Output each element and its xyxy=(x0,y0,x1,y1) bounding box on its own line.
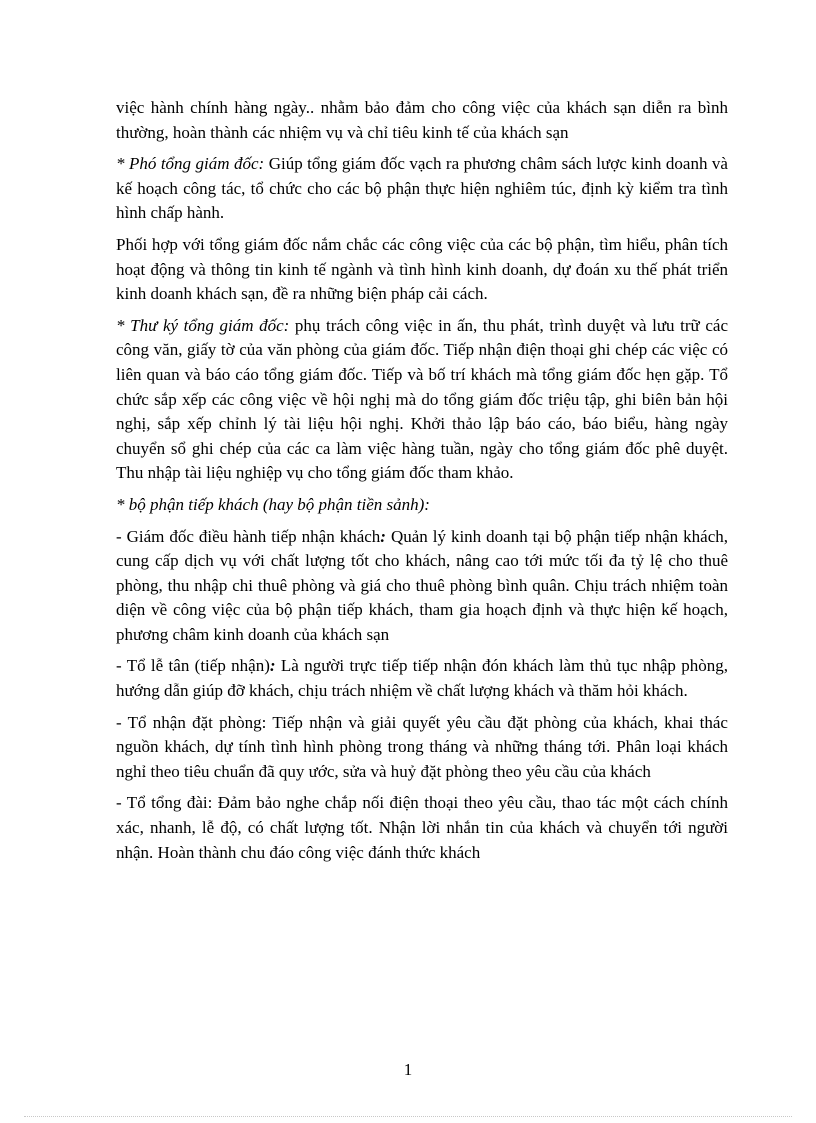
paragraph-text: phụ trách công việc in ấn, thu phát, trình duyệt và lưu trữ các công văn, giấy tờ của văn phòng của giám đốc. Tiếp nhận điện thoại ghi chép các việc có liên quan và báo cáo tổng giám đốc. Tiếp và bố trí khách mà tổng giám đốc hẹn gặp. Tổ chức sắp xếp các công việc về hội nghị mà do tổng giám đốc triệu tập, ghi biên bản hội nghị, sắp xếp chỉnh lý tài liệu hội nghị. Khởi thảo lập báo cáo, báo biểu, hàng ngày chuyển sổ ghi chép của các ca làm việc hàng tuần, ngày cho tổng giám đốc phê duyệt. Thu nhập tài liệu nghiệp vụ cho tổng giám đốc tham khảo. xyxy=(116,315,729,483)
paragraph-lead: * Phó tổng giám đốc: xyxy=(116,154,265,174)
paragraph-lead: * Thư ký tổng giám đốc: xyxy=(116,315,290,335)
paragraph-secretary xyxy=(116,314,728,486)
page-body xyxy=(116,96,728,872)
item-lead: - Tổ nhận đặt phòng xyxy=(116,712,262,732)
item-lead: - Tổ tổng đài xyxy=(116,793,208,813)
section-heading-reception xyxy=(116,493,728,518)
item-text: Quản lý kinh doanh tại bộ phận tiếp nhận khách, cung cấp dịch vụ với chất lượng tốt cho khách, nâng cao tới mức tối đa tỷ lệ cho thuê phòng, thu nhập chi thuê phòng và giá cho thuê phòng bình quân. Chịu trách nhiệm toàn diện về công việc của bộ phận tiếp khách, tham gia hoạch định và thực hiện kế hoạch, phương châm kinh doanh của khách sạn xyxy=(116,526,729,644)
item-switchboard xyxy=(116,791,728,865)
item-lead: - Giám đốc điều hành tiếp nhận khách xyxy=(116,526,381,546)
page-bottom-divider xyxy=(24,1116,792,1117)
page-number: 1 xyxy=(403,1060,413,1079)
item-colon: : xyxy=(207,793,213,813)
item-text: Là người trực tiếp tiếp nhận đón khách làm thủ tục nhập phòng, hướng dẫn giúp đỡ khách, chịu trách nhiệm về chất lượng khách và thăm hỏi khách. xyxy=(116,656,728,701)
paragraph-text: Phối hợp với tổng giám đốc nắm chắc các công việc của các bộ phận, tìm hiểu, phân tích hoạt động và thông tin kinh tế ngành và tình hình kinh doanh, dự đoán xu thế phát triển kinh doanh khách sạn, đề ra những biện pháp cải cách. xyxy=(116,234,728,304)
paragraph-text: việc hành chính hàng ngày.. nhằm bảo đảm cho công việc của khách sạn diễn ra bình thường, hoàn thành các nhiệm vụ và chỉ tiêu kinh tế của khách sạn xyxy=(116,98,728,142)
item-colon: : xyxy=(269,656,276,676)
paragraph-1 xyxy=(116,96,728,145)
item-front-desk xyxy=(116,654,728,703)
paragraph-3 xyxy=(116,233,728,307)
section-heading: * bộ phận tiếp khách (hay bộ phận tiền sảnh): xyxy=(116,494,430,514)
item-reception-director xyxy=(116,525,728,648)
item-text: Tiếp nhận và giải quyết yêu cầu đặt phòng của khách, khai thác nguồn khách, dự tính tình hình phòng trong tháng và những tháng tới. Phân loại khách nghỉ theo tiêu chuẩn đã quy ước, sửa và huỷ đặt phòng theo yêu cầu của khách xyxy=(116,712,728,781)
item-lead: - Tổ lễ tân (tiếp nhận) xyxy=(116,656,270,676)
paragraph-text: Giúp tổng giám đốc vạch ra phương châm sách lược kinh doanh và kế hoạch công tác, tổ chức cho các bộ phận thực hiện nghiêm túc, định kỳ kiểm tra tình hình chấp hành. xyxy=(116,154,728,223)
item-reservations xyxy=(116,711,728,785)
item-text: Đảm bảo nghe chắp nối điện thoại theo yêu cầu, thao tác một cách chính xác, nhanh, lễ độ, có chất lượng tốt. Nhận lời nhắn tin của khách và chuyển tới người nhận. Hoàn thành chu đáo công việc đánh thức khách xyxy=(116,793,728,862)
item-colon: : xyxy=(261,712,267,732)
paragraph-deputy-director xyxy=(116,152,728,226)
item-colon: : xyxy=(380,526,386,546)
